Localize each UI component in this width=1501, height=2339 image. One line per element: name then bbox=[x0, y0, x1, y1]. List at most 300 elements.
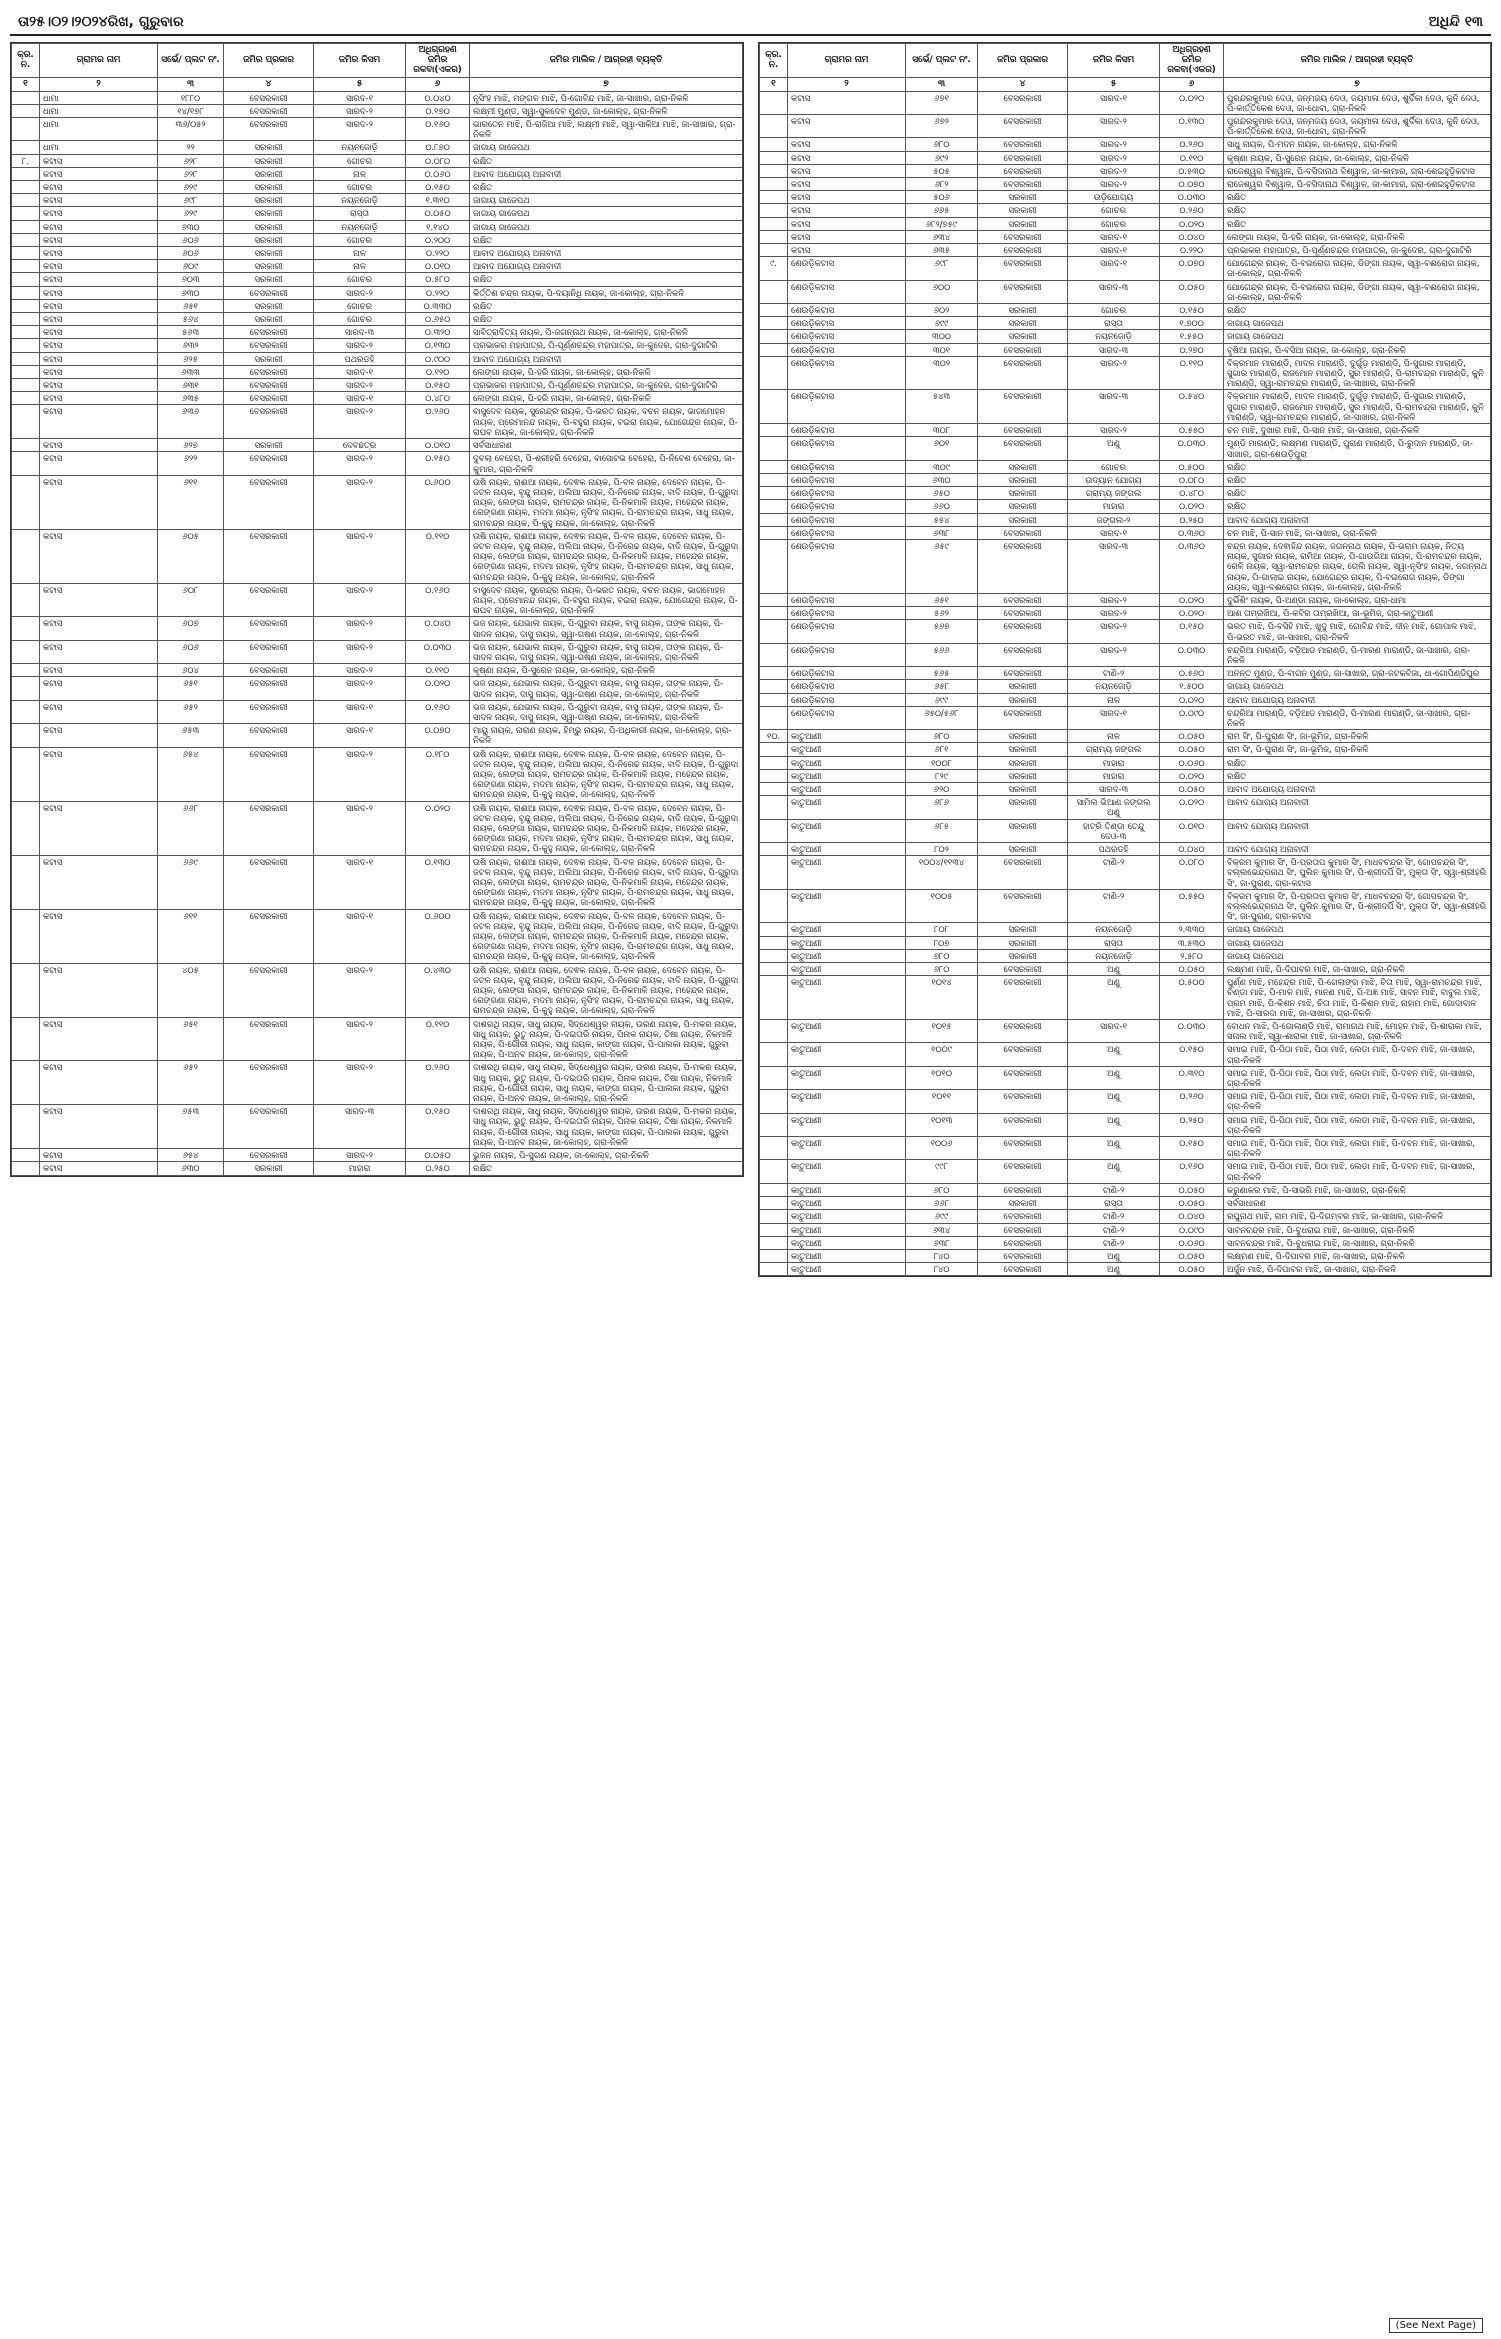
cell-serial bbox=[760, 743, 788, 756]
cell-plot: ୫୫୪ bbox=[906, 513, 978, 526]
table-row bbox=[760, 1113, 1491, 1136]
cell-serial bbox=[760, 1223, 788, 1236]
table-row bbox=[12, 855, 743, 909]
cell-land-type: ବେସରକାରୀ bbox=[224, 529, 314, 583]
cell-plot: ୬୦୧ bbox=[906, 437, 978, 460]
cell-land-type: ବେସରକାରୀ bbox=[224, 326, 314, 339]
col-plot: ସର୍ଭେ/ ପ୍ଲଟ ନଂ. bbox=[158, 44, 224, 78]
cell-area: ୦.୫୬୦ bbox=[1160, 667, 1224, 680]
cell-area: ୦.୦୫୦ bbox=[1160, 1197, 1224, 1210]
cell-area: ୦.୨୫୦ bbox=[1160, 1113, 1224, 1136]
cell-land-class: ସାରଦ-୧ bbox=[314, 724, 406, 747]
cell-land-class: ନାଳ bbox=[1068, 693, 1160, 706]
cell-land-type: ବେସରକାରୀ bbox=[978, 230, 1068, 243]
cell-village: କଟାସ bbox=[40, 352, 158, 365]
cell-plot: ୬୦୨ bbox=[906, 304, 978, 317]
page-header bbox=[10, 10, 1491, 36]
table-row bbox=[760, 1249, 1491, 1262]
cell-serial bbox=[760, 949, 788, 962]
cell-village: କଟାସ bbox=[40, 1017, 158, 1061]
cell-owner: ଯୋଗେନ୍ଦ୍ର ନାୟକ, ପି-ବଇରୋଗ ନାୟକ, ଡିଙ୍ଗା ନାୟକ, ସ୍ୱା-ବଈରୋଗ ନାୟକ, ଜା-କୋଲ୍ହ, ଗ୍ରା-ନିକଳି bbox=[1224, 280, 1491, 303]
cell-serial bbox=[760, 819, 788, 842]
cell-plot: ୬୯୯ bbox=[906, 1210, 978, 1223]
cell-serial bbox=[760, 204, 788, 217]
table-row bbox=[760, 217, 1491, 230]
cell-village: କଟାସ bbox=[788, 178, 906, 191]
cell-area: ୦.୧୮୦ bbox=[406, 747, 470, 801]
table-row bbox=[760, 782, 1491, 795]
cell-owner: ବୃଷିଆ ନାୟକ, ପି-ବସିଆ ନାୟକ, ଜା-କୋଲ୍ହ, ଗ୍ରା-ନିକଳି bbox=[1224, 343, 1491, 356]
cell-land-class: ସାରଦ-୨ bbox=[1068, 424, 1160, 437]
cell-village: ଶେଉଡ଼ିକଟାସ bbox=[788, 330, 906, 343]
cell-area: ୦.୫୮୦ bbox=[406, 273, 470, 286]
cell-owner: ସାଧୁ ନାୟକ, ପି-ମଦନ ନାୟକ, ଜା-କୋଲ୍ହ, ଗ୍ରା-ନିକଳି bbox=[1224, 138, 1491, 151]
cell-land-class: ସାରଦ-୧ bbox=[1068, 230, 1160, 243]
cell-owner: ସର୍ବସାଧାରଣ bbox=[1224, 1197, 1491, 1210]
cell-land-class: ସାମିଲ ଭିଆଣ ଜଙ୍ଗଲ ଅଣୁ bbox=[1068, 796, 1160, 819]
cell-serial bbox=[12, 141, 40, 154]
cell-land-class: ସାରଦ-୩ bbox=[1068, 343, 1160, 356]
cell-village: କାତୁଆଣୀ bbox=[788, 782, 906, 795]
cell-land-type: ବେସରକାରୀ bbox=[978, 976, 1068, 1020]
colnum: ୨ bbox=[40, 77, 158, 91]
cell-land-type: ବେସରକାରୀ bbox=[978, 257, 1068, 280]
cell-plot: ୬୬୮ bbox=[906, 1197, 978, 1210]
cell-plot: ୬୫୮ bbox=[906, 680, 978, 693]
cell-village: କାତୁଆଣୀ bbox=[788, 819, 906, 842]
cell-land-type: ବେସରକାରୀ bbox=[978, 889, 1068, 923]
cell-owner: ପୁରନ୍ଦରକୁମାର ଦେଓ, ଜନ୍ମଜୟ ଦେଓ, ଜୟମାଳା ଦେଓ, ଶୁର୍ଦିକା ଦେଓ, କୁନି ଦେଓ, ପି-କାର୍ତ୍ତିକେଶ ଦେଓ, ଜା-ଧୋବା, ଗ୍ରା-ନିକଳି bbox=[1224, 91, 1491, 114]
cell-village: ଶେଉଡ଼ିକଟାସ bbox=[788, 693, 906, 706]
cell-serial bbox=[760, 1263, 788, 1276]
cell-owner: ଦାଶରଥି ନାୟକ, ସାଧୁ ନାୟକ, ସିଦ୍ଧେଶ୍ୱର ନାୟକ, ଉରଣ ନାୟକ, ପି-ମକର ନାୟକ, ସାଧୁ ନାୟକ, ଭୁତୁ ନାୟକ, ପି-ଦଇତାରି ନାୟକ, ପିନାକ ନାୟକ, ତିଷା ନାୟକ, ନିକମାଳି ନାୟକ, ପି-ଗୌରୀ ନାୟକ, ସାଧୁ ନାୟକ, କାଙ୍ଗା ନାୟକ, ପି-ପାଲକା ନାୟକ, ଗୁରୁବା ନାୟକ, ପି-ଅନବ ନାୟକ, ଜା-କୋଲ୍ହ, ଗ୍ରା-ନିକଳି bbox=[470, 1017, 743, 1061]
cell-owner: ପ୍ରଭାକର ମହାପାତ୍ର, ପି-ପୂର୍ଣ୍ଣଚନ୍ଦ୍ର ମହାପାତ୍ର, ଜା-କୁଦେର, ଗ୍ରା-ଦୁଗାଟିରି bbox=[470, 379, 743, 392]
cell-owner: ରକ୍ଷିତ bbox=[1224, 473, 1491, 486]
cell-land-type: ସରକାରୀ bbox=[978, 693, 1068, 706]
table-row bbox=[760, 1236, 1491, 1249]
cell-serial bbox=[760, 1066, 788, 1089]
cell-village: କାତୁଆଣୀ bbox=[788, 923, 906, 936]
cell-area: ୦.୦୫୦ bbox=[1160, 782, 1224, 795]
cell-plot: ୩୬/୦୫୨ bbox=[158, 118, 224, 141]
cell-area: ୦.୦୮୦ bbox=[406, 154, 470, 167]
table-row bbox=[760, 257, 1491, 280]
cell-village: କାତୁଆଣୀ bbox=[788, 1090, 906, 1113]
cell-land-class: ସାରଦ-୨ bbox=[1068, 164, 1160, 177]
cell-land-class: ଉଦ୍ୟାନ ଯୋଗ୍ୟ bbox=[1068, 473, 1160, 486]
cell-serial bbox=[760, 151, 788, 164]
cell-area: ୦.୨୬୦ bbox=[406, 405, 470, 439]
cell-serial: ୮. bbox=[12, 154, 40, 167]
cell-area: ୦.୯୦୦ bbox=[406, 352, 470, 365]
cell-plot: ୫୦୬ bbox=[906, 191, 978, 204]
table-row bbox=[760, 1066, 1491, 1089]
cell-serial bbox=[760, 1210, 788, 1223]
table-row bbox=[12, 392, 743, 405]
table-row bbox=[12, 260, 743, 273]
cell-land-type: ସରକାରୀ bbox=[978, 304, 1068, 317]
cell-owner: ସାବନଚନ୍ଦ୍ର ମାଝି, ପି-ବୁଧରାଇ ମାଝି, ଜା-ସାଖାର, ଗ୍ରା-ନିକଳି bbox=[1224, 1236, 1491, 1249]
cell-owner: ମାୟୁ ନାୟକ, ନାରାଣ ନାୟକ, ହିମ୍ଭୁ ନାୟକ, ପି-ଅଧିକାରୀ ନାୟକ, ଜା-କୋଲ୍ହ, ଗ୍ରା-ନିକଳି bbox=[470, 724, 743, 747]
cell-plot: ୬୩୦ bbox=[158, 1162, 224, 1175]
cell-plot: ୬୬୯ bbox=[158, 855, 224, 909]
cell-village: ଧାମା bbox=[40, 141, 158, 154]
cell-village: କଟାସ bbox=[40, 617, 158, 640]
cell-area: ୦.୧୫୦ bbox=[406, 1105, 470, 1149]
cell-land-type: ବେସରକାରୀ bbox=[978, 1183, 1068, 1196]
cell-plot: ୬୯୯ bbox=[906, 317, 978, 330]
cell-serial bbox=[12, 664, 40, 677]
cell-land-class: ଗ୍ରାମ୍ୟ ଜଙ୍ଗଲ bbox=[1068, 743, 1160, 756]
table-row bbox=[12, 963, 743, 1017]
cell-area: ୦.୦୩୦ bbox=[1160, 191, 1224, 204]
cell-owner: ଆବାଦ ଅଯୋଗ୍ୟ ଅନାବାଦୀ bbox=[470, 247, 743, 260]
cell-area: ୦.୦୪୦ bbox=[1160, 843, 1224, 856]
cell-plot: ୬୫୯ bbox=[906, 539, 978, 593]
cell-area: ୦.୦୨୦ bbox=[1160, 607, 1224, 620]
cell-land-type: ବେସରକାରୀ bbox=[224, 700, 314, 723]
cell-serial bbox=[12, 194, 40, 207]
cell-area: ୦.୧୫୦ bbox=[1160, 1137, 1224, 1160]
cell-village: କଟାସ bbox=[40, 439, 158, 452]
col-land-class: ଜମିର କିସମ bbox=[1068, 44, 1160, 78]
cell-village: କଟାସ bbox=[788, 244, 906, 257]
cell-land-type: ବେସରକାରୀ bbox=[978, 437, 1068, 460]
cell-plot: ୬୫୧ bbox=[158, 299, 224, 312]
cell-area: ୦.୦୨୦ bbox=[1160, 593, 1224, 606]
cell-plot: ୬୦୮ bbox=[158, 583, 224, 617]
cell-area: ୦.୦୫୦ bbox=[1160, 1249, 1224, 1262]
cell-plot: ୬୬୫ bbox=[906, 204, 978, 217]
cell-owner: ଭଜ ନାୟକ, ଯେଭାଲ ନାୟକ, ପି-ଗୁରୁବା ନାୟକ, ବାସୁ ନାୟକ, ତାଙ୍କ ନାୟକ, ପି-ସାଦଳ ନାୟକ, ଦାସୁ ନାୟକ, ସ୍ୱା-ଗଷ୍ଣ ନାୟକ, ଜା-କୋଲ୍ହ, ଗ୍ରା-ନିକଳି bbox=[470, 677, 743, 700]
cell-village: କଟାସ bbox=[40, 700, 158, 723]
cell-owner: ରକ୍ଷିତ bbox=[470, 313, 743, 326]
table-row bbox=[760, 693, 1491, 706]
see-next-page-note: (See Next Page) bbox=[1389, 2318, 1483, 2333]
cell-land-type: ସରକାରୀ bbox=[978, 819, 1068, 842]
cell-land-class: ଅଣୁ bbox=[1068, 1249, 1160, 1262]
cell-serial bbox=[760, 796, 788, 819]
cell-plot: ୫୬୭ bbox=[906, 620, 978, 643]
cell-village: କଟାସ bbox=[788, 204, 906, 217]
cell-land-class: ସାରଦ-୨ bbox=[314, 640, 406, 663]
cell-serial bbox=[760, 1160, 788, 1183]
table-row bbox=[12, 747, 743, 801]
cell-serial bbox=[12, 640, 40, 663]
cell-area: ୦.୦୪୦ bbox=[406, 91, 470, 104]
cell-land-class: ସାରଦ-୨ bbox=[314, 664, 406, 677]
cell-serial bbox=[12, 909, 40, 963]
cell-village: କାତୁଆଣୀ bbox=[788, 1183, 906, 1196]
col-area: ଅଧିଗ୍ରହଣ ଜମିର ରକବା(ଏକର) bbox=[406, 44, 470, 78]
cell-land-type: ବେସରକାରୀ bbox=[224, 1105, 314, 1149]
cell-owner: ରକ୍ଷିତ bbox=[470, 1162, 743, 1175]
cell-land-type: ବେସରକାରୀ bbox=[978, 1066, 1068, 1089]
cell-plot: ୩୦୦ bbox=[906, 330, 978, 343]
cell-village: କଟାସ bbox=[40, 379, 158, 392]
cell-land-class: ଅଣୁ bbox=[1068, 1066, 1160, 1089]
cell-land-class: ସାରଦ-୩ bbox=[1068, 390, 1160, 424]
cell-land-type: ସରକାରୀ bbox=[224, 194, 314, 207]
cell-village: ଶେଉଡ଼ିକଟାସ bbox=[788, 500, 906, 513]
cell-land-class: ଗୋଚର bbox=[314, 313, 406, 326]
cell-plot: ୧୦୦୬ bbox=[906, 1137, 978, 1160]
cell-plot: ୪୦୫ bbox=[158, 963, 224, 1017]
cell-village: କଟାସ bbox=[788, 115, 906, 138]
cell-owner: ସମାଇ ମାଝି, ପି-ପିଠା ମାଝି, ପିଠା ମାଝି, ଲେଡା ମାଝି, ପି-ଦବନ ମାଝି, ଜା-ସାଖାର, ଗ୍ରା-ନିକଳି bbox=[1224, 1043, 1491, 1066]
table-row bbox=[760, 244, 1491, 257]
table-row bbox=[760, 976, 1491, 1020]
cell-area: ୦.୦୧୦ bbox=[1160, 819, 1224, 842]
cell-area: ୦.୦୫୦ bbox=[406, 1149, 470, 1162]
left-land-table bbox=[11, 43, 743, 1176]
table-row bbox=[760, 796, 1491, 819]
cell-land-type: ବେସରକାରୀ bbox=[224, 405, 314, 439]
cell-serial bbox=[760, 500, 788, 513]
table-row bbox=[12, 365, 743, 378]
cell-serial bbox=[760, 437, 788, 460]
cell-land-type: ବେସରକାରୀ bbox=[224, 724, 314, 747]
cell-area: ୧.୩୧୦ bbox=[406, 194, 470, 207]
cell-village: କଟାସ bbox=[40, 677, 158, 700]
cell-serial bbox=[760, 244, 788, 257]
cell-area: ୦.୨୨୦ bbox=[406, 286, 470, 299]
cell-land-type: ସରକାରୀ bbox=[224, 352, 314, 365]
cell-village: କଟାସ bbox=[40, 801, 158, 855]
cell-land-class: ସାରଦ-୨ bbox=[314, 475, 406, 529]
table-row bbox=[12, 1061, 743, 1105]
cell-land-class: ସାରଦ-୨ bbox=[314, 801, 406, 855]
cell-owner: ଲେଙ୍ଗା ନାୟକ, ପି-ହରି ନାୟକ, ଜା-କୋଲ୍ହ, ଗ୍ରା-ନିକଳି bbox=[470, 392, 743, 405]
cell-land-type: ବେସରକାରୀ bbox=[978, 390, 1068, 424]
cell-owner: ଜାଗାୟ ଗାଜେପଥ bbox=[1224, 317, 1491, 330]
cell-village: କଟାସ bbox=[40, 1162, 158, 1175]
cell-area: ୦.୦୨୦ bbox=[406, 677, 470, 700]
cell-land-class: ସାରଦ-୨ bbox=[314, 339, 406, 352]
cell-area: ୦.୦୨୦ bbox=[1160, 796, 1224, 819]
cell-serial bbox=[12, 260, 40, 273]
colnum: ୩ bbox=[906, 77, 978, 91]
cell-serial bbox=[760, 343, 788, 356]
cell-land-type: ବେସରକାରୀ bbox=[978, 91, 1068, 114]
colnum: ୧ bbox=[760, 77, 788, 91]
cell-area: ୦.୮୭୦ bbox=[406, 141, 470, 154]
cell-owner: ଲକ୍ଷ୍ମୀ ମୁଣ୍ଡ, ସ୍ୱା-ସୁକଦେବ ମୁଣ୍ଡ, ଜା-କୋଲ୍ହ, ଗ୍ରା-ନିକଳି bbox=[470, 104, 743, 117]
cell-village: କଟାସ bbox=[40, 233, 158, 246]
cell-area: ୦.୦୫୦ bbox=[1160, 1183, 1224, 1196]
cell-owner: ସମାଇ ମାଝି, ପି-ପିଠା ମାଝି, ପିଠା ମାଝି, ଲେଡା ମାଝି, ପି-ଦବନ ମାଝି, ଜା-ସାଖାର, ଗ୍ରା-ନିକଳି bbox=[1224, 1113, 1491, 1136]
cell-land-type: ସରକାରୀ bbox=[978, 330, 1068, 343]
cell-owner: ସର୍ବସାଧାରଣ bbox=[470, 439, 743, 452]
cell-land-type: ବେସରକାରୀ bbox=[978, 356, 1068, 390]
cell-serial bbox=[760, 330, 788, 343]
cell-area: ୦.୦୪୦ bbox=[1160, 230, 1224, 243]
cell-owner: ଉଷି ନାୟକ, ରାଈଆ ନାୟକ, ଦେଵକ ନାୟକ, ପି-ବଳ ନାୟକ, ଦେବେନ ନାୟକ, ପି-ଜଟଳ ନାୟକ, ବୃନ୍ଦୁ ନାୟକ, ଅଲିଆ ନାୟକ, ପି-ନିରେଢ ନାୟକ, ବାଦି ନାୟକ, ପି-ଗୁରୁଦା ନାୟକ, ଲେଙ୍ଗା ନାୟକ, ରାମଚନ୍ଦ୍ର ନାୟକ, ପି-ନିକମାଳି ନାୟକ, ମହେନ୍ଦ୍ର ନାୟକ, ରେଙ୍ଗଣା ନାୟକ, ମଦମା ନାୟକ, ନୃସିଂହ ନାୟକ, ପି-ରାମଚନ୍ଦ୍ର ନାୟକ, ସାଧୁ ନାୟକ, ରାମଚନ୍ଦ୍ର ନାୟକ, ପି-କୁହୁ ନାୟକ, ଜା-କୋଲ୍ହ, ଗ୍ରା-ନିକଳି bbox=[470, 909, 743, 963]
cell-village: କାତୁଆଣୀ bbox=[788, 1020, 906, 1043]
cell-plot: ୮୪୦ bbox=[906, 1249, 978, 1262]
cell-serial bbox=[12, 392, 40, 405]
table-row bbox=[12, 181, 743, 194]
cell-land-class: ଅଣୁ bbox=[1068, 437, 1160, 460]
cell-area: ୦.୦୪୦ bbox=[1160, 1210, 1224, 1223]
table-row bbox=[760, 889, 1491, 923]
cell-land-class: ରାସ୍ତା bbox=[1068, 1197, 1160, 1210]
cell-village: କାତୁଆଣୀ bbox=[788, 743, 906, 756]
cell-plot: ୧୦୦୫ bbox=[906, 889, 978, 923]
cell-plot: ୧୮୮୦ bbox=[158, 91, 224, 104]
table-row bbox=[12, 617, 743, 640]
cell-land-type: ବେସରକାରୀ bbox=[224, 583, 314, 617]
table-row bbox=[12, 801, 743, 855]
cell-land-class: ଗୋଚର bbox=[314, 181, 406, 194]
cell-owner: ଆବାଦ ଅଯୋଗ୍ୟ ଅନାବାଦୀ bbox=[470, 352, 743, 365]
cell-land-type: ବେସରକାରୀ bbox=[978, 607, 1068, 620]
cell-land-class: ନାଳ bbox=[314, 260, 406, 273]
cell-serial bbox=[12, 439, 40, 452]
cell-serial bbox=[12, 233, 40, 246]
cell-area: ୦.୦୨୦ bbox=[406, 801, 470, 855]
cell-area: ୦.୦୫୦ bbox=[1160, 280, 1224, 303]
cell-owner: ରକ୍ଷିତ bbox=[1224, 487, 1491, 500]
cell-village: କାତୁଆଣୀ bbox=[788, 843, 906, 856]
cell-owner: ଉଷି ନାୟକ, ରାଈଆ ନାୟକ, ଦେଵକ ନାୟକ, ପି-ବଳ ନାୟକ, ଦେବେନ ନାୟକ, ପି-ଜଟଳ ନାୟକ, ବୃନ୍ଦୁ ନାୟକ, ଅଲିଆ ନାୟକ, ପି-ନିରେଢ ନାୟକ, ବାଦି ନାୟକ, ପି-ଗୁରୁଦା ନାୟକ, ଲେଙ୍ଗା ନାୟକ, ରାମଚନ୍ଦ୍ର ନାୟକ, ପି-ନିକମାଳି ନାୟକ, ମହେନ୍ଦ୍ର ନାୟକ, ରେଙ୍ଗଣା ନାୟକ, ମଦମା ନାୟକ, ନୃସିଂହ ନାୟକ, ପି-ରାମଚନ୍ଦ୍ର ନାୟକ, ସାଧୁ ନାୟକ, ରାମଚନ୍ଦ୍ର ନାୟକ, ପି-କୁହୁ ନାୟକ, ଜା-କୋଲ୍ହ, ଗ୍ରା-ନିକଳି bbox=[470, 801, 743, 855]
cell-area: ୦.୨୭୦ bbox=[1160, 343, 1224, 356]
cell-village: କଟାସ bbox=[40, 724, 158, 747]
table-row bbox=[12, 326, 743, 339]
col-serial: କ୍ର. ନ. bbox=[760, 44, 788, 78]
cell-serial bbox=[12, 326, 40, 339]
cell-plot: ୬୫୩ bbox=[158, 1105, 224, 1149]
cell-owner: ରକ୍ଷିତ bbox=[1224, 204, 1491, 217]
cell-plot: ୬୨୮ bbox=[158, 154, 224, 167]
cell-area: ୦.୧୫୦ bbox=[1160, 1043, 1224, 1066]
table-row bbox=[12, 220, 743, 233]
table-row bbox=[12, 583, 743, 617]
cell-land-type: ବେସରକାରୀ bbox=[978, 164, 1068, 177]
cell-area: ୦.୦୯୦ bbox=[1160, 1223, 1224, 1236]
cell-village: କାତୁଆଣୀ bbox=[788, 769, 906, 782]
cell-owner: ବିକ୍ରମ କୁମାର ସିଂ, ପି-ପ୍ରତାପ କୁମାର ସିଂ, ମାଧବଚନ୍ଦ୍ର ସିଂ, ଗୋପଚନ୍ଦ୍ର ସିଂ, ବଲ୍ଲଭେନ୍ଦ୍ରନାଥ ସିଂ, ପୁଲିନ କୁମାର ସିଂ, ପି-ଶ୍ରୀଦର୍ପି ସିଂ, ମୁକ୍ତା ସିଂ, ସ୍ୱା-ଶ୍ରୀହରି ସିଂ, ଜା-ପୁରାଣ, ଗ୍ରା-କଟାସ bbox=[1224, 856, 1491, 890]
cell-plot: ୧୦୧୫ bbox=[906, 1020, 978, 1043]
cell-serial bbox=[12, 181, 40, 194]
cell-serial bbox=[760, 115, 788, 138]
cell-village: କଟାସ bbox=[40, 529, 158, 583]
cell-serial bbox=[12, 118, 40, 141]
cell-land-type: ବେସରକାରୀ bbox=[978, 1236, 1068, 1249]
cell-serial bbox=[760, 1183, 788, 1196]
cell-serial bbox=[760, 217, 788, 230]
cell-serial bbox=[12, 220, 40, 233]
cell-plot: ୬୨୯ bbox=[158, 207, 224, 220]
cell-serial bbox=[760, 756, 788, 769]
cell-land-type: ସରକାରୀ bbox=[978, 769, 1068, 782]
cell-area: ୦.୫୩୦ bbox=[1160, 164, 1224, 177]
cell-village: କଟାସ bbox=[40, 747, 158, 801]
cell-plot: ୮୦୨ bbox=[906, 843, 978, 856]
cell-land-type: ବେସରକାରୀ bbox=[224, 963, 314, 1017]
table-row bbox=[12, 640, 743, 663]
cell-area: ୦.୧୧୦ bbox=[406, 664, 470, 677]
cell-area: ୦.୫୪୦ bbox=[1160, 390, 1224, 424]
cell-serial bbox=[12, 247, 40, 260]
cell-serial bbox=[12, 1149, 40, 1162]
cell-land-class: ମାହାରା bbox=[1068, 756, 1160, 769]
cell-owner: ଆବାଦ ଯୋଗ୍ୟ ଅନାବାଦୀ bbox=[1224, 796, 1491, 819]
cell-area: ୦.୧୫୦ bbox=[406, 181, 470, 194]
cell-land-class: ଅଣୁ bbox=[1068, 1090, 1160, 1113]
right-colnum-row bbox=[760, 77, 1491, 91]
table-row bbox=[12, 379, 743, 392]
cell-area: ୧.୫୫୦ bbox=[1160, 330, 1224, 343]
cell-land-type: ବେସରକାରୀ bbox=[978, 1113, 1068, 1136]
table-row bbox=[760, 730, 1491, 743]
table-row bbox=[12, 339, 743, 352]
cell-land-class: ଟାଣି-୨ bbox=[1068, 1183, 1160, 1196]
table-row bbox=[760, 1223, 1491, 1236]
cell-land-class: ନୟନଜୋଡ଼ି bbox=[1068, 949, 1160, 962]
cell-area: ୦.୨୦୦ bbox=[406, 233, 470, 246]
cell-village: ଶେଉଡ଼ିକଟାସ bbox=[788, 667, 906, 680]
cell-plot: ୬୬୮ bbox=[158, 801, 224, 855]
cell-area: ୦.୦୫୦ bbox=[1160, 730, 1224, 743]
cell-land-class: ଅଣୁ bbox=[1068, 1263, 1160, 1276]
cell-serial bbox=[760, 230, 788, 243]
colnum: ୭ bbox=[1224, 77, 1491, 91]
cell-land-type: ବେସରକାରୀ bbox=[224, 379, 314, 392]
header-rule bbox=[10, 34, 1491, 36]
cell-serial bbox=[12, 1105, 40, 1149]
cell-plot: ୬୯୮ bbox=[906, 257, 978, 280]
colnum: ୭ bbox=[470, 77, 743, 91]
cell-area: ୦.୦୭୦ bbox=[1160, 257, 1224, 280]
cell-village: କଟାସ bbox=[40, 194, 158, 207]
cell-land-type: ବେସରକାରୀ bbox=[978, 244, 1068, 257]
cell-area: ୦.୨୫୦ bbox=[1160, 513, 1224, 526]
cell-owner: ରକ୍ଷିତ bbox=[470, 181, 743, 194]
cell-land-class: ସାରଦ-୧ bbox=[314, 700, 406, 723]
cell-land-class: ଟାଣି-୨ bbox=[1068, 856, 1160, 890]
cell-land-type: ବେସରକାରୀ bbox=[224, 617, 314, 640]
cell-land-class: ସାରଦ-୨ bbox=[314, 104, 406, 117]
cell-village: କଟାସ bbox=[40, 299, 158, 312]
cell-serial: ୯. bbox=[760, 257, 788, 280]
table-row bbox=[760, 304, 1491, 317]
cell-owner: ଅନନ୍ତ ମୁଣ୍ଡ, ପି-ବାଗନ ମୁଣ୍ଡ, ଜା-ସାଖାର, ଗ୍ରା-ଜଟକବିଜା, ଧା-ଗୋପିଣ୍ଡିପୁର bbox=[1224, 667, 1491, 680]
table-row bbox=[760, 390, 1491, 424]
cell-village: କଟାସ bbox=[40, 664, 158, 677]
cell-owner: ଭଜ ନାୟକ, ଯେଭାଲ ନାୟକ, ପି-ଗୁରୁବା ନାୟକ, ବାସୁ ନାୟକ, ତାଙ୍କ ନାୟକ, ପି-ସାଦଳ ନାୟକ, ଦାସୁ ନାୟକ, ସ୍ୱା-ଗଷ୍ଣ ନାୟକ, ଜା-କୋଲ୍ହ, ଗ୍ରା-ନିକଳି bbox=[470, 617, 743, 640]
cell-plot: ୬୦୩ bbox=[158, 273, 224, 286]
cell-land-class: ସାରଦ-୨ bbox=[1068, 620, 1160, 643]
cell-plot: ୬୮୦ bbox=[906, 138, 978, 151]
cell-plot: ୭୮୦ bbox=[906, 949, 978, 962]
cell-land-class: ଗୋଚର bbox=[1068, 217, 1160, 230]
cell-area: ୦.୨୫୦ bbox=[406, 1162, 470, 1175]
cell-owner: ସମାଇ ମାଝି, ପି-ପିଠା ମାଝି, ପିଠା ମାଝି, ଲେଡା ମାଝି, ପି-ଦବନ ମାଝି, ଜା-ସାଖାର, ଗ୍ରା-ନିକଳି bbox=[1224, 1160, 1491, 1183]
cell-plot: ୬୧୧ bbox=[158, 909, 224, 963]
cell-village: କଟାସ bbox=[40, 181, 158, 194]
cell-land-class: ଅଣୁ bbox=[1068, 976, 1160, 1020]
colnum: ୧ bbox=[12, 77, 40, 91]
cell-serial bbox=[760, 526, 788, 539]
cell-serial bbox=[12, 529, 40, 583]
cell-plot: ୬୮୫ bbox=[906, 819, 978, 842]
cell-plot: ୫୬୫ bbox=[906, 667, 978, 680]
cell-plot: ୬୩୦ bbox=[906, 473, 978, 486]
cell-land-class: ନୟନଜୋଡ଼ି bbox=[314, 220, 406, 233]
cell-village: କାତୁଆଣୀ bbox=[788, 1249, 906, 1262]
cell-serial bbox=[12, 313, 40, 326]
